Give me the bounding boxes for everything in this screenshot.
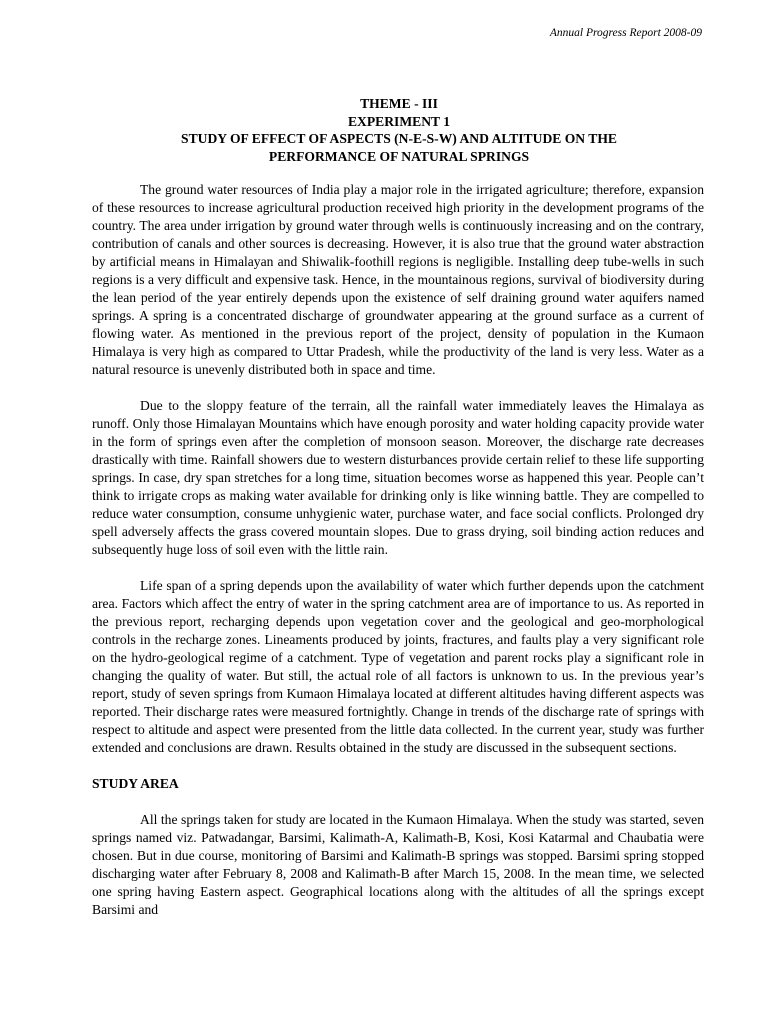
body-text [92,181,704,937]
theme-title: THEME - III [360,96,438,111]
running-header: Annual Progress Report 2008-09 [549,27,702,39]
paragraph-terrain-runoff: Due to the sloppy feature of the terrain, all the rainfall water immediately leaves the Himalaya as runoff. Only those Himalayan Mountains which have enough porosity and water holding capacity provide water in the form of springs even after the completion of monsoon season. Moreover, the discharge rate decreases drastically with time. Rainfall showers due to western disturbances provide certain relief to these life supporting springs. In case, dry span stretches for a long time, situation becomes worse as happened this year. People can’t think to irrigate crops as making water available for drinking only is like winning battle. They are compelled to reduce water consumption, consume unhygienic water, purchase water, and face social conflicts. Prolonged dry spell adversely affects the grass covered mountain slopes. Due to grass drying, soil binding action reduces and subsequently huge loss of soil even with the little rain. [92,398,704,557]
title-block [92,95,706,165]
paragraph-ground-water: The ground water resources of India play a major role in the irrigated agriculture; therefore, expansion of these resources to increase agricultural production received high priority in the development programs of the country. The area under irrigation by ground water through wells is continuously increasing and on the contrary, contribution of canals and other sources is decreasing. However, it is also true that the ground water abstraction by artificial means in Himalayan and Shiwalik-foothill regions is negligible. Installing deep tube-wells in such regions is a very difficult and expensive task. Hence, in the mountainous regions, survival of biodiversity during the lean period of the year entirely depends upon the existence of self draining ground water aquifers named springs. A spring is a concentrated discharge of groundwater appearing at the ground surface as a current of flowing water. As mentioned in the previous report of the project, density of population in the Kumaon Himalaya is very high as compared to Uttar Pradesh, while the productivity of the land is very less. Water as a natural resource is unevenly distributed both in space and time. [92,182,704,377]
section-heading-study-area: STUDY AREA [92,776,179,791]
study-title-line-1: STUDY OF EFFECT OF ASPECTS (N-E-S-W) AND ALTITUDE ON THE [181,131,617,146]
paragraph-study-area: All the springs taken for study are located in the Kumaon Himalaya. When the study was started, seven springs named viz. Patwadangar, Barsimi, Kalimath-A, Kalimath-B, Kosi, Kosi Katarmal and Chaubatia were chosen. But in due course, monitoring of Barsimi and Kalimath-B springs was stopped. Barsimi spring stopped discharging water after February 8, 2008 and Kalimath-B after March 15, 2008. In the mean time, we selected one spring having Eastern aspect. Geographical locations along with the altitudes of all the springs except Barsimi and [92,812,704,917]
study-title-line-2: PERFORMANCE OF NATURAL SPRINGS [268,148,530,164]
experiment-title: EXPERIMENT 1 [347,113,451,129]
paragraph-spring-lifespan: Life span of a spring depends upon the availability of water which further depends upon the catchment area. Factors which affect the entry of water in the spring catchment area are of importance to us. As reported in the previous report, recharging depends upon vegetation cover and the geological and geo-morphological controls in the recharge zones. Lineaments produced by joints, fractures, and faults play a very significant role on the hydro-geological regime of a catchment. Type of vegetation and parent rocks play a significant role in changing the quality of water. But still, the actual role of all factors is unknown to us. In the previous year’s report, study of seven springs from Kumaon Himalaya located at different altitudes having different aspects was reported. Their discharge rates were measured fortnightly. Change in trends of the discharge rate of springs with respect to altitude and aspect were presented from the little data collected. In the current year, study was further extended and conclusions are drawn. Results obtained in the study are discussed in the subsequent sections. [92,578,704,755]
